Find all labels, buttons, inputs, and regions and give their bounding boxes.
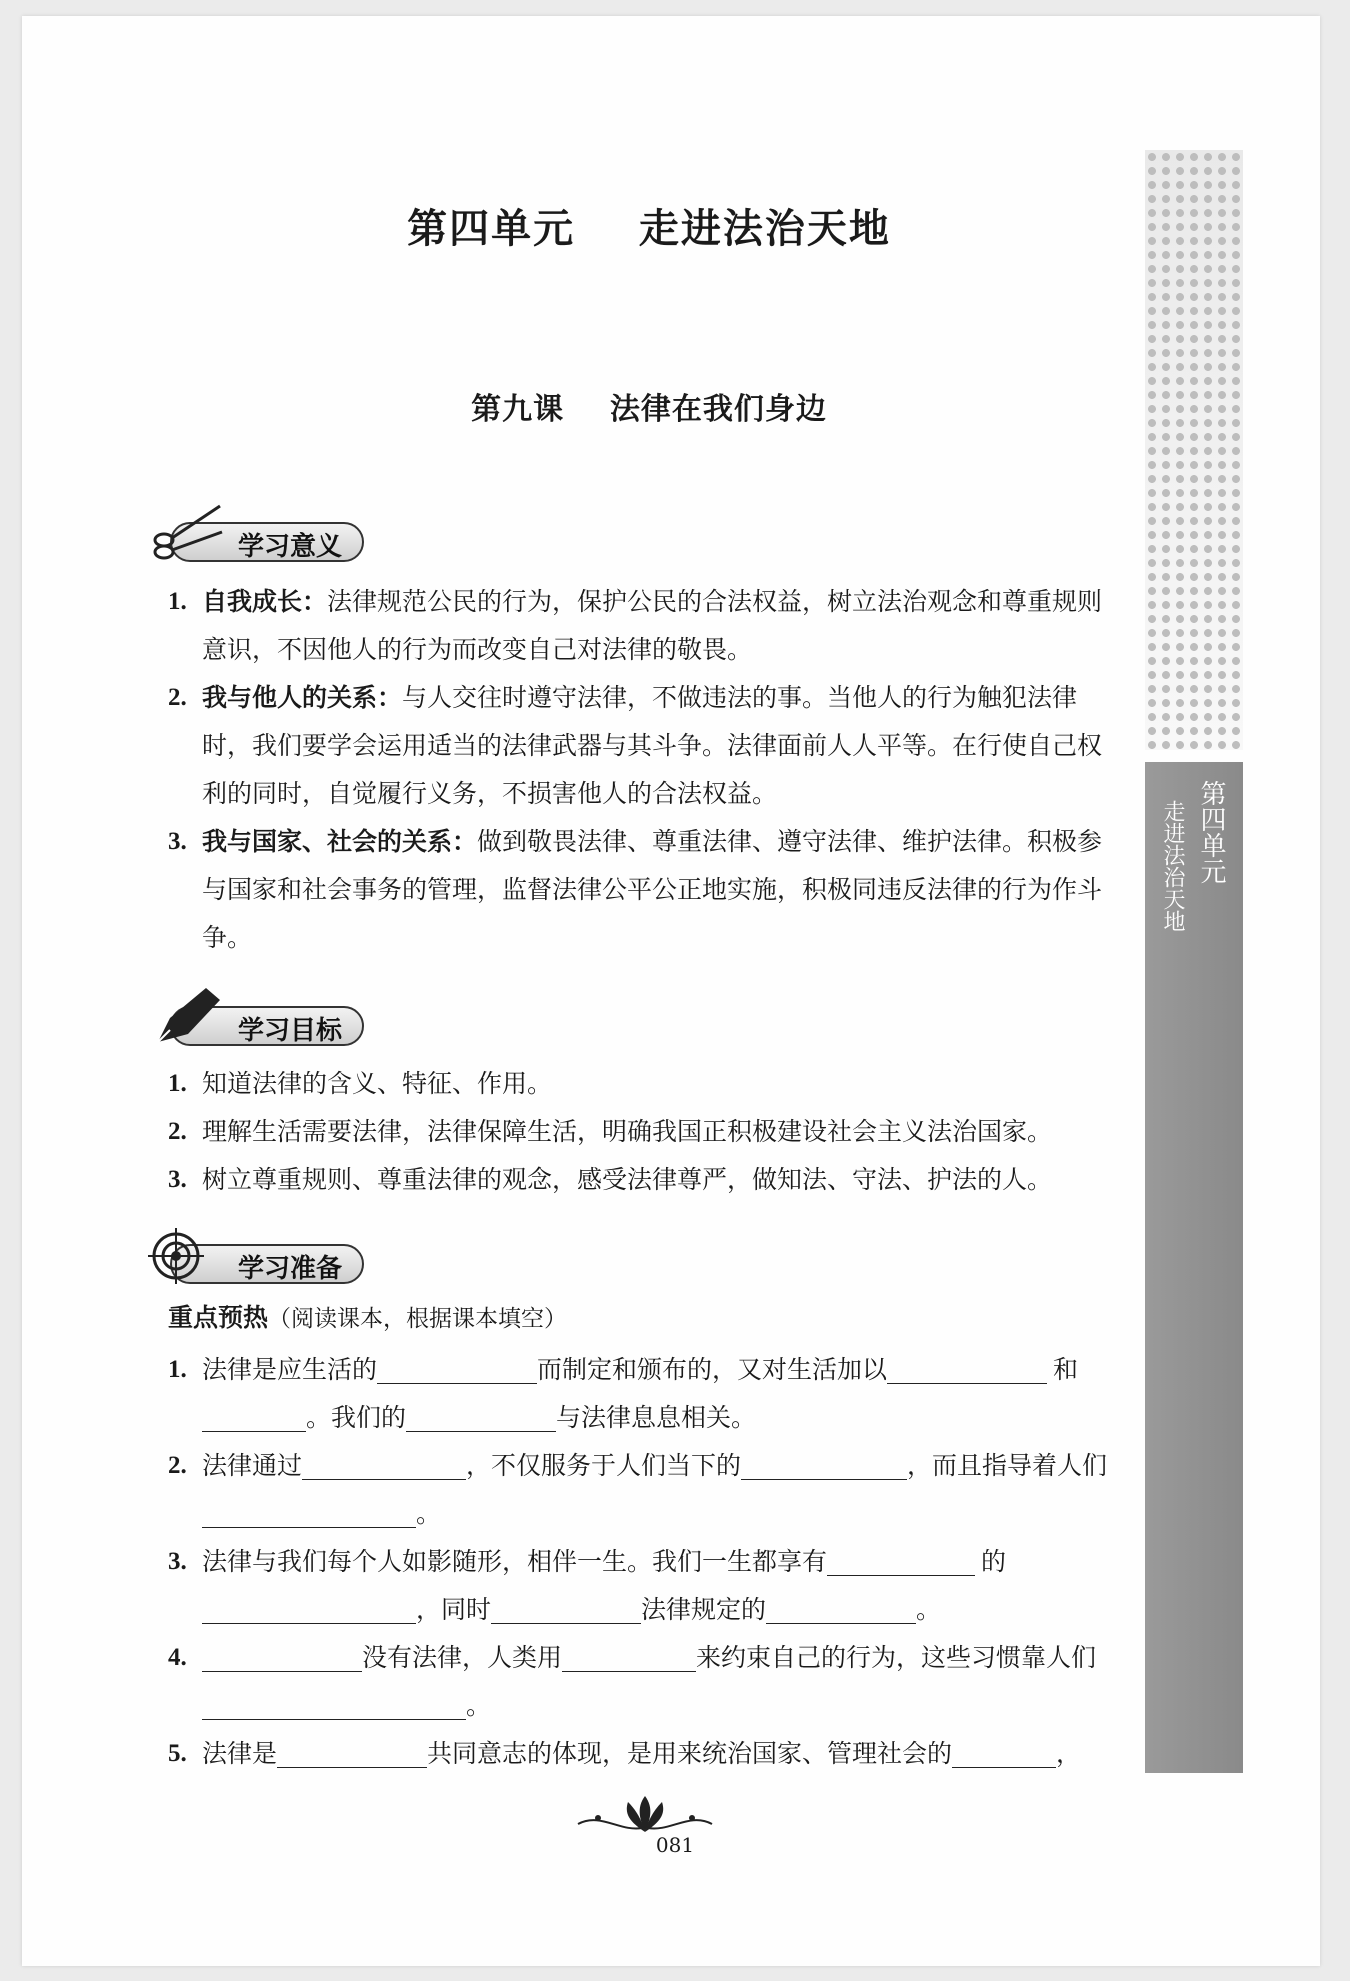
blank[interactable] (202, 1689, 466, 1720)
blank[interactable] (562, 1641, 696, 1672)
blank[interactable] (302, 1449, 466, 1480)
fill-question: 1. 法律是应生活的 而制定和颁布的，又对生活加以 和 。我们的 与法律息息相关。 (168, 1355, 1079, 1432)
blank[interactable] (202, 1401, 306, 1432)
halftone-decoration (1145, 150, 1243, 750)
blank[interactable] (202, 1497, 416, 1528)
heading-text: 学习准备 (238, 1254, 343, 1284)
subheading: 重点预热（阅读课本，根据课本填空） (168, 1303, 568, 1332)
floral-ornament-icon (570, 1792, 720, 1836)
fill-question: 5. 法律是 共同意志的体现，是用来统治国家、管理社会的 ， (168, 1739, 1082, 1768)
section-heading-goals (148, 998, 368, 1046)
section-heading-preparation (148, 1236, 368, 1284)
blank[interactable] (827, 1545, 975, 1576)
unit-title: 第四单元 走进法治天地 (407, 205, 891, 252)
blank[interactable] (277, 1737, 427, 1768)
side-tab (1145, 150, 1243, 1773)
fill-question: 4. 没有法律，人类用 来约束自己的行为，这些习惯靠人们。 (168, 1643, 1097, 1720)
list-item: 3. 我与国家、社会的关系：做到敬畏法律、尊重法律、遵守法律、维护法律。积极参与国家和社会事务的管理，监督法律公平公正地实施，积极同违反法律的行为作斗争。 (168, 827, 1103, 952)
list-item: 3. 树立尊重规则、尊重法律的观念，感受法律尊严，做知法、守法、护法的人。 (168, 1165, 1053, 1194)
page-number: 081 (655, 1833, 695, 1857)
list-item: 2. 理解生活需要法律，法律保障生活，明确我国正积极建设社会主义法治国家。 (168, 1117, 1053, 1146)
side-unit-label: 第四单元 (1196, 780, 1226, 884)
blank[interactable] (202, 1641, 362, 1672)
blank[interactable] (377, 1353, 537, 1384)
section-heading-significance (148, 514, 368, 562)
heading-text: 学习意义 (238, 532, 343, 562)
heading-text: 学习目标 (238, 1016, 343, 1046)
blank[interactable] (887, 1353, 1047, 1384)
blank[interactable] (952, 1737, 1056, 1768)
blank[interactable] (202, 1593, 416, 1624)
blank[interactable] (491, 1593, 641, 1624)
blank[interactable] (741, 1449, 907, 1480)
lesson-title: 第九课 法律在我们身边 (471, 392, 827, 427)
list-item: 1. 自我成长：法律规范公民的行为，保护公民的合法权益，树立法治观念和尊重规则意识，不因他人的行为而改变自己对法律的敬畏。 (168, 587, 1103, 664)
fill-question: 3. 法律与我们每个人如影随形，相伴一生。我们一生都享有 的 ，同时 法律规定的 。 (168, 1547, 1007, 1624)
fill-question: 2. 法律通过 ，不仅服务于人们当下的 ，而且指导着人们。 (168, 1451, 1108, 1528)
list-item: 1. 知道法律的含义、特征、作用。 (168, 1069, 553, 1098)
side-unit-name: 走进法治天地 (1160, 800, 1185, 932)
blank[interactable] (406, 1401, 556, 1432)
pen-icon (148, 984, 228, 1048)
blank[interactable] (766, 1593, 916, 1624)
scissors-icon (148, 500, 228, 560)
list-item: 2. 我与他人的关系：与人交往时遵守法律，不做违法的事。当他人的行为触犯法律时，我们要学会运用适当的法律武器与其斗争。法律面前人人平等。在行使自己权利的同时，自觉履行义务，不损害他人的合法权益。 (168, 683, 1103, 808)
target-icon (148, 1222, 212, 1286)
